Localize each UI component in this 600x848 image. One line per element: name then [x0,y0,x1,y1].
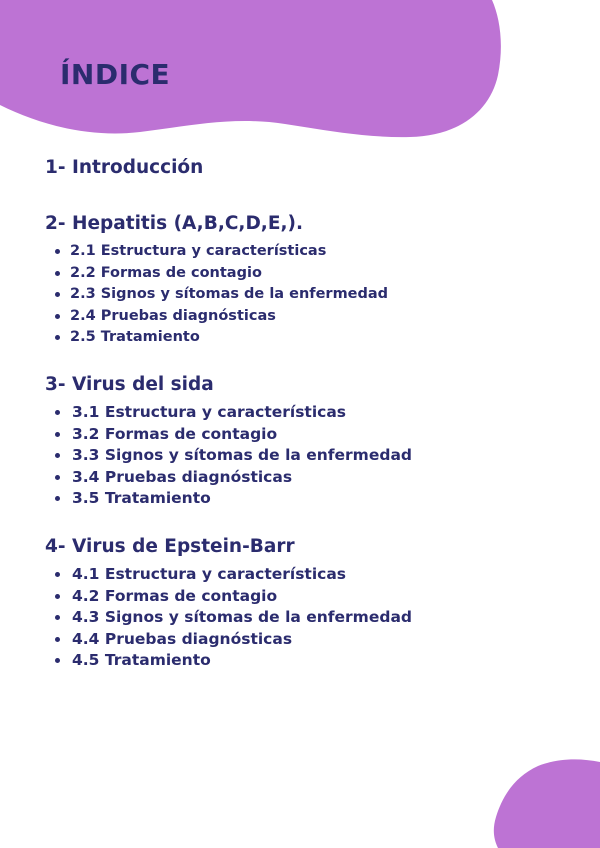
toc-section-2 [45,212,565,349]
list-item-label: 3.1 Estructura y características [72,403,347,421]
toc-section-4 [45,535,565,672]
list-item-label: 3.4 Pruebas diagnósticas [72,467,293,486]
list-item [45,467,565,489]
subsection-list [45,402,565,510]
bullet-icon [55,249,60,254]
list-item [45,586,565,608]
section-title: 3- Virus del sida [45,374,214,395]
bullet-icon [55,615,60,620]
list-item-label: 4.5 Tratamiento [72,651,211,669]
list-item-label: 3.5 Tratamiento [72,489,211,507]
list-item-label: 4.2 Formas de contagio [72,586,278,605]
list-item [45,402,565,424]
list-item [45,241,565,263]
bullet-icon [55,335,60,340]
bullet-icon [55,410,60,415]
section-title: 4- Virus de Epstein-Barr [45,536,295,557]
list-item [45,564,565,586]
list-item [45,629,565,651]
list-item-label: 2.4 Pruebas diagnósticas [70,307,276,324]
bullet-icon [55,658,60,663]
bullet-icon [55,314,60,319]
bullet-icon [55,475,60,480]
list-item [45,424,565,446]
toc-section-3 [45,373,565,510]
bullet-icon [55,496,60,501]
list-item [45,263,565,285]
list-item [45,650,565,672]
subsection-list [45,564,565,672]
list-item-label: 3.2 Formas de contagio [72,424,278,443]
bullet-icon [55,594,60,599]
decorative-blob-bottom [480,752,600,848]
toc-section-1 [45,156,565,180]
bullet-icon [55,271,60,276]
page-title: ÍNDICE [60,58,171,91]
section-title: 2- Hepatitis (A,B,C,D,E,). [45,213,303,234]
list-item-label: 2.3 Signos y sítomas de la enfermedad [70,286,389,302]
list-item-label: 3.3 Signos y sítomas de la enfermedad [72,446,412,464]
list-item-label: 4.3 Signos y sítomas de la enfermedad [72,608,412,626]
subsection-list [45,241,565,349]
list-item-label: 4.4 Pruebas diagnósticas [72,629,293,648]
list-item-label: 2.2 Formas de contagio [70,264,262,281]
section-title: 1- Introducción [45,157,204,178]
list-item [45,284,565,306]
list-item [45,327,565,349]
bullet-icon [55,453,60,458]
bullet-icon [55,572,60,577]
bullet-icon [55,292,60,297]
list-item-label: 4.1 Estructura y características [72,565,347,583]
list-item [45,306,565,328]
bullet-icon [55,432,60,437]
list-item [45,488,565,510]
list-item [45,445,565,467]
list-item [45,607,565,629]
bullet-icon [55,637,60,642]
list-item-label: 2.1 Estructura y características [70,243,327,259]
list-item-label: 2.5 Tratamiento [70,329,200,345]
